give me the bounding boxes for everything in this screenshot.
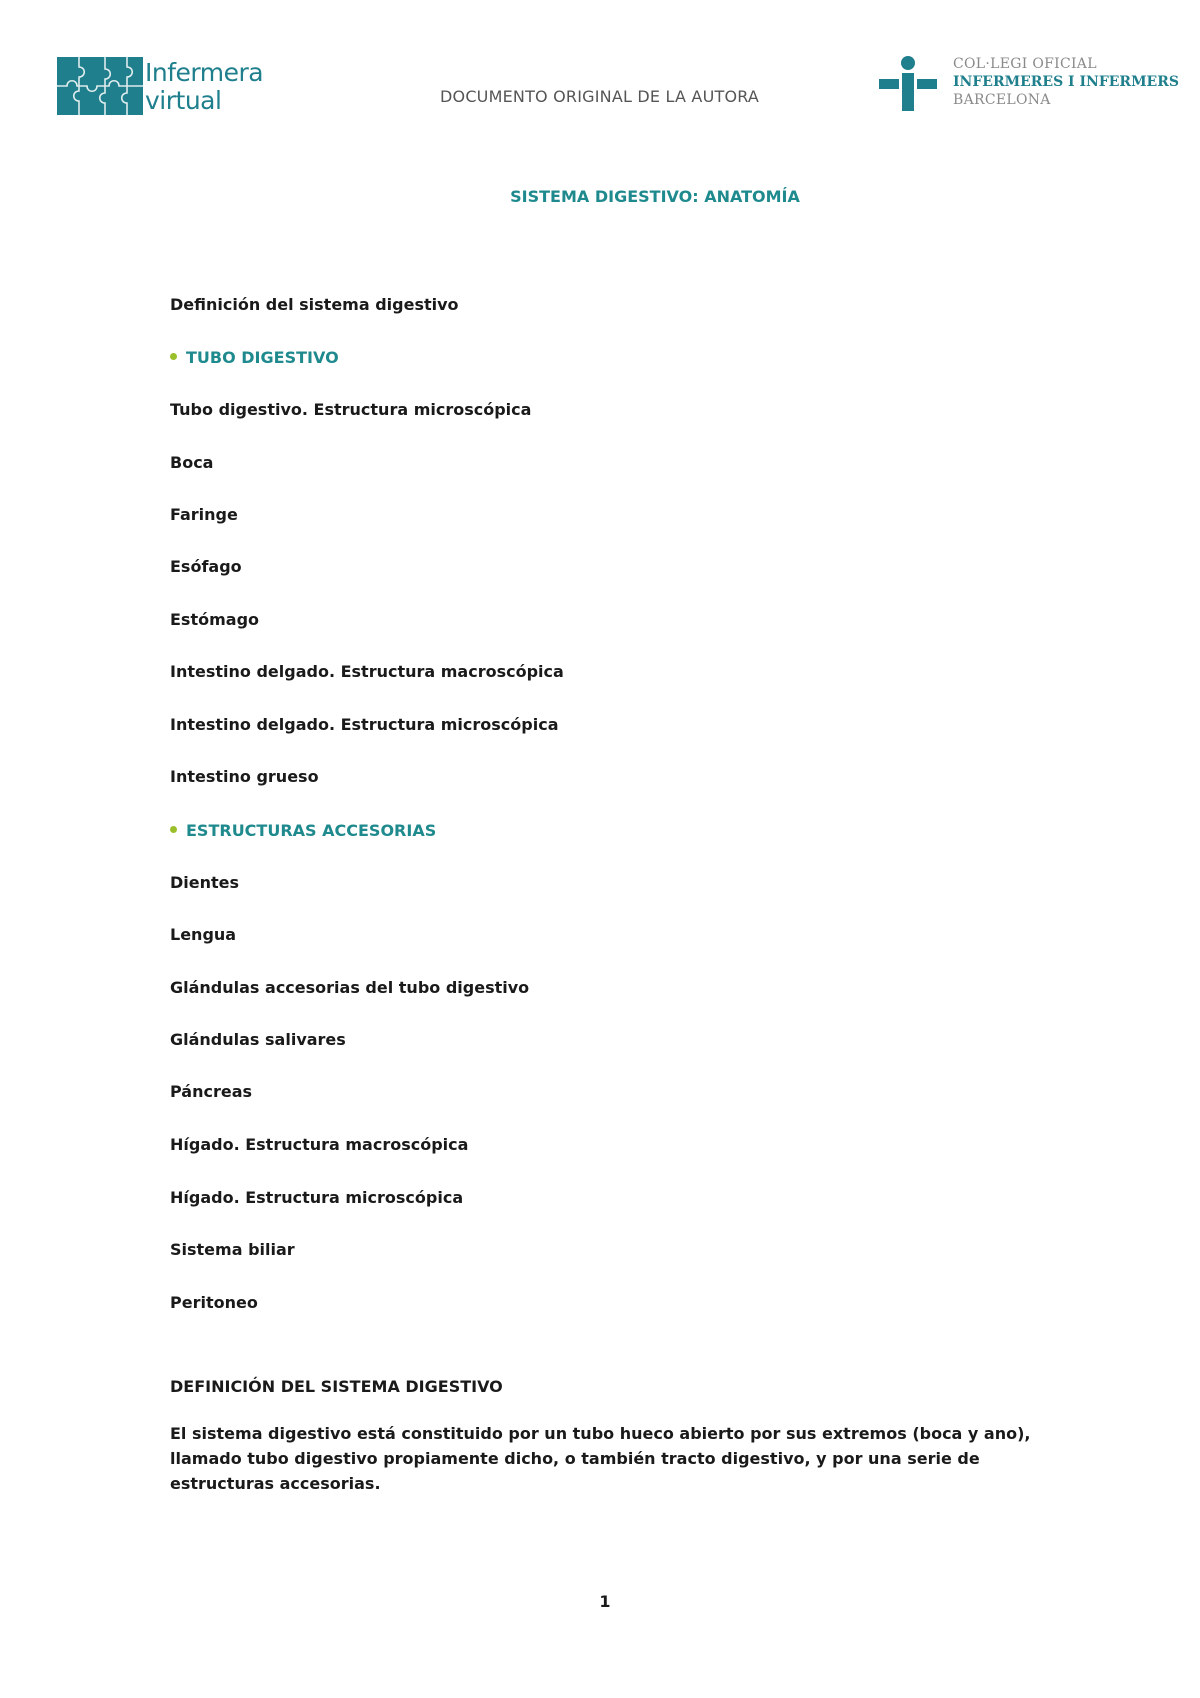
bullet-icon: [170, 353, 177, 360]
cross-logo-icon: [877, 55, 939, 113]
definition-heading: DEFINICIÓN DEL SISTEMA DIGESTIVO: [170, 1377, 503, 1396]
page-number: 1: [599, 1592, 611, 1611]
index-item[interactable]: Faringe: [170, 505, 238, 524]
index-section-tubo-digestivo[interactable]: [170, 348, 339, 367]
index-item[interactable]: Dientes: [170, 873, 240, 892]
bullet-icon: [170, 826, 177, 833]
index-item[interactable]: Intestino delgado. Estructura microscópica: [170, 715, 559, 734]
definition-paragraph: El sistema digestivo está constituido por un tubo hueco abierto por sus extremos (boca y ano), llamado tubo digestivo propiamente dicho, o también tracto digestivo, y por una serie de estructuras accesorias.: [170, 1424, 1031, 1493]
col-legi-logo: [877, 55, 1179, 115]
index-item[interactable]: Sistema biliar: [170, 1240, 295, 1259]
index-item[interactable]: Intestino delgado. Estructura macroscópica: [170, 662, 564, 681]
index-item[interactable]: Boca: [170, 453, 214, 472]
index-item[interactable]: Hígado. Estructura macroscópica: [170, 1135, 469, 1154]
section-label: ESTRUCTURAS ACCESORIAS: [186, 821, 437, 840]
index-item[interactable]: Peritoneo: [170, 1293, 258, 1312]
header-caption: DOCUMENTO ORIGINAL DE LA AUTORA: [440, 87, 760, 106]
index-item[interactable]: Estómago: [170, 610, 260, 629]
index-item[interactable]: Glándulas salivares: [170, 1030, 346, 1049]
logo-text-infermeres: INFERMERES I INFERMERS: [953, 74, 1179, 90]
section-label: TUBO DIGESTIVO: [186, 348, 339, 367]
document-title: SISTEMA DIGESTIVO: ANATOMÍA: [510, 187, 800, 206]
index-item[interactable]: Lengua: [170, 925, 237, 944]
index-item[interactable]: Tubo digestivo. Estructura microscópica: [170, 400, 532, 419]
index-item[interactable]: Intestino grueso: [170, 767, 319, 786]
index-item[interactable]: Páncreas: [170, 1082, 253, 1101]
index-item[interactable]: Definición del sistema digestivo: [170, 295, 459, 314]
logo-text-infermera: Infermera: [145, 58, 264, 87]
index-item[interactable]: Esófago: [170, 557, 242, 576]
index-section-estructuras-accesorias[interactable]: [170, 821, 436, 840]
infermera-virtual-logo: [57, 57, 267, 117]
index-item[interactable]: Glándulas accesorias del tubo digestivo: [170, 978, 530, 997]
index-item[interactable]: Hígado. Estructura microscópica: [170, 1188, 464, 1207]
logo-text-col-legi: COL·LEGI OFICIAL: [953, 56, 1097, 72]
puzzle-logo-icon: [57, 57, 143, 115]
logo-text-virtual: virtual: [145, 86, 222, 115]
logo-text-barcelona: BARCELONA: [953, 92, 1051, 108]
